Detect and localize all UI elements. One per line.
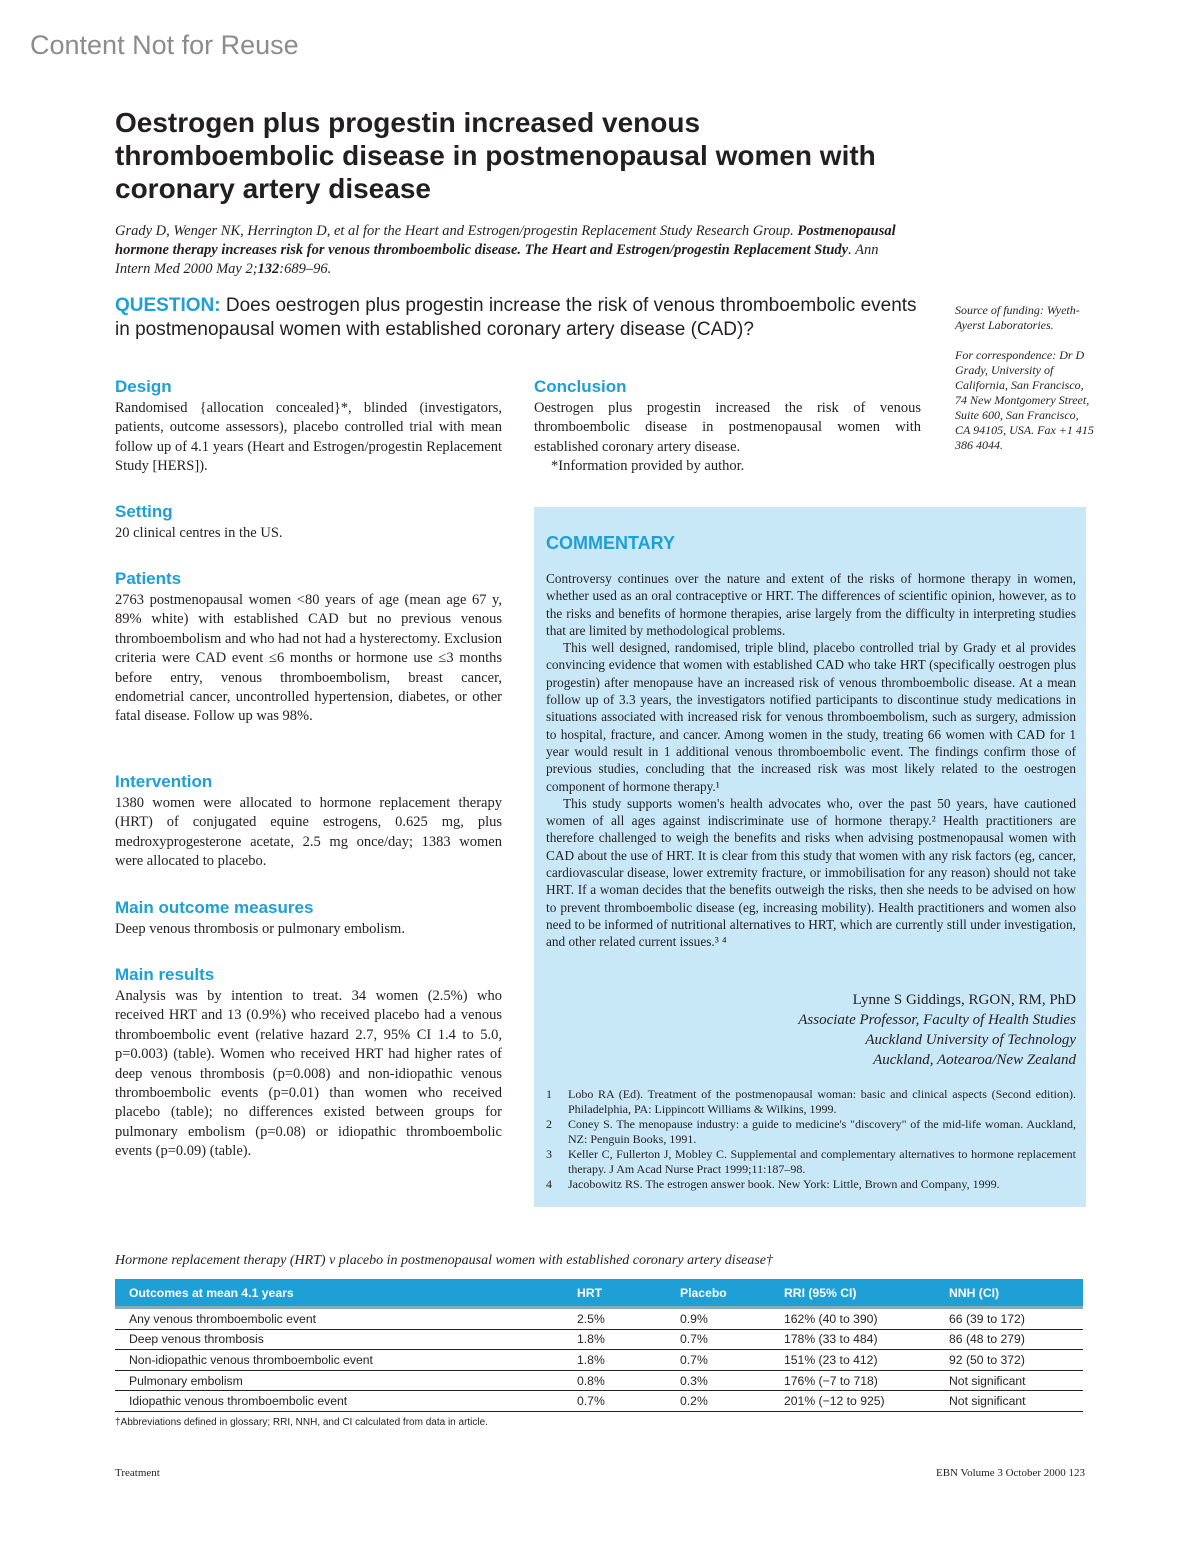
reference-number: 2 [546, 1117, 552, 1131]
intervention-heading: Intervention [115, 772, 213, 791]
outcomes-heading: Main outcome measures [115, 898, 314, 917]
design-section [115, 377, 502, 477]
references-list [546, 1087, 1076, 1193]
table-header-cell: Placebo [666, 1279, 770, 1308]
reference-text: Coney S. The menopause industry: a guide to medicine's "discovery" of the mid-life woman. Auckland, NZ: Penguin Books, 1991. [568, 1117, 1076, 1146]
table-cell: 0.7% [666, 1329, 770, 1350]
author-title: Associate Professor, Faculty of Health Studies [798, 1012, 1076, 1028]
reference-number: 3 [546, 1147, 552, 1161]
commentary-paragraph: This study supports women's health advocates who, over the past 50 years, have cautioned women of all ages against indiscriminate use of hormone therapy.² Health practitioners are therefore challenged to weigh the benefits and risks when advising postmenopausal women with CAD about the use of HRT. It is clear from this study that women with any risk factors (eg, cancer, cardiovascular disease, lower extremity fracture, or immobilisation for any reason) should not take HRT. If a woman decides that the benefits outweigh the risks, then she needs to be advised on how to prevent thromboembolic disease (eg, increasing mobility). Health practitioners and women also need to be informed of nutritional alternatives to HRT, which are currently still under investigation, and other related current issues.³ ⁴ [546, 795, 1076, 950]
setting-text: 20 clinical centres in the US. [115, 525, 283, 541]
author-institution: Auckland University of Technology [865, 1032, 1076, 1048]
table-header-row [115, 1279, 1083, 1308]
article-title: Oestrogen plus progestin increased venous thromboembolic disease in postmenopausal women with coronary artery disease [115, 107, 876, 204]
reference-text: Keller C, Fullerton J, Mobley C. Supplemental and complementary alternatives to hormone replacement therapy. J Am Acad Nurse Pract 1999;11:187–98. [568, 1147, 1076, 1176]
commentary-body [546, 570, 1076, 951]
conclusion-note: *Information provided by author. [551, 458, 745, 475]
correspondence-note: For correspondence: Dr D Grady, University of California, San Francisco, 74 New Montgomery Street, Suite 600, San Francisco, CA 94105, USA. Fax +1 415 386 4044. [955, 348, 1094, 452]
table-cell: 66 (39 to 172) [935, 1308, 1083, 1330]
results-heading: Main results [115, 965, 215, 984]
table-cell: Any venous thromboembolic event [115, 1308, 563, 1330]
table-cell: 86 (48 to 279) [935, 1329, 1083, 1350]
funding-note: Source of funding: Wyeth-Ayerst Laboratories. [955, 303, 1080, 332]
patients-text: 2763 postmenopausal women <80 years of age (mean age 67 y, 89% white) with established CAD but no previous venous thromboembolism and who had not had a hysterectomy. Exclusion criteria were CAD event ≤6 months or hormone use ≤3 months before entry, venous thromboembolism, breast cancer, endometrial cancer, uncontrolled hypertension, diabetes, or other fatal disease. Follow up was 98%. [115, 592, 502, 725]
table-cell: Pulmonary embolism [115, 1370, 563, 1391]
reference-item [546, 1087, 1076, 1116]
sidebar [955, 303, 1095, 468]
table-cell: Not significant [935, 1370, 1083, 1391]
table-caption: Hormone replacement therapy (HRT) v placebo in postmenopausal women with established coronary artery disease† [115, 1253, 774, 1268]
table-cell: 1.8% [563, 1350, 666, 1371]
patients-heading: Patients [115, 569, 182, 588]
table-cell: Non-idiopathic venous thromboembolic event [115, 1350, 563, 1371]
table-cell: 0.2% [666, 1391, 770, 1412]
table-cell: 2.5% [563, 1308, 666, 1330]
table-cell: 176% (−7 to 718) [770, 1370, 935, 1391]
conclusion-heading: Conclusion [534, 377, 627, 396]
table-header-cell: NNH (CI) [935, 1279, 1083, 1308]
citation-pages: :689–96. [279, 261, 332, 277]
citation [115, 222, 915, 279]
commentary-box [534, 507, 1086, 1207]
citation-volume: 132 [257, 261, 280, 277]
table-cell: 0.7% [666, 1350, 770, 1371]
table-row [115, 1329, 1083, 1350]
intervention-text: 1380 women were allocated to hormone replacement therapy (HRT) of conjugated equine estrogens, 0.625 mg, plus medroxyprogesterone acetate, 2.5 mg once/day; 1383 women were allocated to placebo. [115, 795, 502, 870]
setting-section [115, 502, 502, 543]
citation-journal: . Ann Intern Med 2000 May 2; [115, 242, 879, 277]
results-text: Analysis was by intention to treat. 34 women (2.5%) who received HRT and 13 (0.9%) who received placebo had a venous thromboembolic event (relative hazard 2.7, 95% CI 1.4 to 5.0, p=0.003) (table). Women who received HRT had higher rates of deep venous thrombosis (p=0.008) and non-idiopathic venous thromboembolic events (p=0.01) than women who received placebo (table); no differences existed between groups for pulmonary embolism (p=0.08) or idiopathic thromboembolic events (p=0.09) (table). [115, 988, 502, 1160]
table-cell: 0.9% [666, 1308, 770, 1330]
question-label: QUESTION: [115, 295, 221, 316]
conclusion-text: Oestrogen plus progestin increased the risk of venous thromboembolic disease in postmenopausal women with established coronary artery disease. [534, 400, 921, 455]
table-cell: 0.3% [666, 1370, 770, 1391]
table-cell: 0.8% [563, 1370, 666, 1391]
table-cell: Idiopathic venous thromboembolic event [115, 1391, 563, 1412]
table-header-cell: Outcomes at mean 4.1 years [115, 1279, 563, 1308]
question [115, 294, 930, 342]
question-text: Does oestrogen plus progestin increase the risk of venous thromboembolic events in postmenopausal women with established coronary artery disease (CAD)? [115, 295, 917, 340]
commentary-signature [798, 990, 1076, 1070]
outcomes-section [115, 898, 502, 939]
table-cell: 0.7% [563, 1391, 666, 1412]
table-cell: 92 (50 to 372) [935, 1350, 1083, 1371]
table-header-cell: RRI (95% CI) [770, 1279, 935, 1308]
reference-item [546, 1177, 1076, 1192]
outcomes-text: Deep venous thrombosis or pulmonary embolism. [115, 921, 405, 937]
table-cell: Not significant [935, 1391, 1083, 1412]
results-table [115, 1279, 1083, 1412]
table-footnote: †Abbreviations defined in glossary; RRI, NNH, and CI calculated from data in article. [115, 1417, 488, 1428]
table-cell: 178% (33 to 484) [770, 1329, 935, 1350]
design-text: Randomised {allocation concealed}*, blinded (investigators, patients, outcome assessors), placebo controlled trial with mean follow up of 4.1 years (Heart and Estrogen/progestin Replacement Study [HERS]). [115, 400, 502, 475]
table-row [115, 1308, 1083, 1330]
author-location: Auckland, Aotearoa/New Zealand [873, 1052, 1076, 1068]
design-heading: Design [115, 377, 172, 396]
table-cell: 162% (40 to 390) [770, 1308, 935, 1330]
footer-page-info: EBN Volume 3 October 2000 123 [936, 1467, 1085, 1479]
table-cell: 151% (23 to 412) [770, 1350, 935, 1371]
footer-section-label: Treatment [115, 1467, 160, 1479]
reference-item [546, 1117, 1076, 1146]
commentary-heading: COMMENTARY [546, 533, 675, 553]
author-name: Lynne S Giddings, RGON, RM, PhD [852, 992, 1076, 1008]
table-row [115, 1370, 1083, 1391]
table-row [115, 1391, 1083, 1412]
citation-article-title: Postmenopausal hormone therapy increases risk for venous thromboembolic disease. The Heart and Estrogen/progestin Replacement Study [115, 223, 896, 258]
table-header-cell: HRT [563, 1279, 666, 1308]
table-cell: Deep venous thrombosis [115, 1329, 563, 1350]
watermark: Content Not for Reuse [30, 30, 299, 60]
reference-number: 1 [546, 1087, 552, 1101]
commentary-paragraph: Controversy continues over the nature and extent of the risks of hormone therapy in women, whether used as an oral contraceptive or HRT. The differences of scientific opinion, however, as to the risks and benefits of hormone therapies, arise largely from the difficulty in interpreting studies that are limited by methodological problems. [546, 571, 1076, 638]
patients-section [115, 569, 502, 727]
reference-text: Lobo RA (Ed). Treatment of the postmenopausal woman: basic and clinical aspects (Second edition). Philadelphia, PA: Lippincott Williams & Wilkins, 1999. [568, 1087, 1076, 1116]
table-cell: 1.8% [563, 1329, 666, 1350]
intervention-section [115, 772, 502, 872]
reference-item [546, 1147, 1076, 1176]
setting-heading: Setting [115, 502, 173, 521]
citation-authors: Grady D, Wenger NK, Herrington D, et al for the Heart and Estrogen/progestin Replacement Study Research Group. [115, 223, 794, 239]
results-section [115, 965, 502, 1162]
table-row [115, 1350, 1083, 1371]
reference-number: 4 [546, 1177, 552, 1191]
conclusion-section [534, 377, 921, 477]
commentary-paragraph: This well designed, randomised, triple blind, placebo controlled trial by Grady et al provides convincing evidence that women with established CAD who take HRT (specifically oestrogen plus progestin) after menopause have an increased risk of venous thromboembolic disease. At a mean follow up of 3.3 years, the investigators notified participants to discontinue study medications in situations associated with increased risk for venous thromboembolism, such as surgery, admission to hospital, fracture, and cancer. Among women in the study, treating 66 women with CAD for 1 year would result in 1 additional venous thromboembolic event. The findings confirm those of previous studies, concluding that the increased risk was most likely related to the oestrogen component of hormone therapy.¹ [546, 640, 1076, 794]
reference-text: Jacobowitz RS. The estrogen answer book. New York: Little, Brown and Company, 1999. [568, 1177, 1000, 1191]
table-cell: 201% (−12 to 925) [770, 1391, 935, 1412]
